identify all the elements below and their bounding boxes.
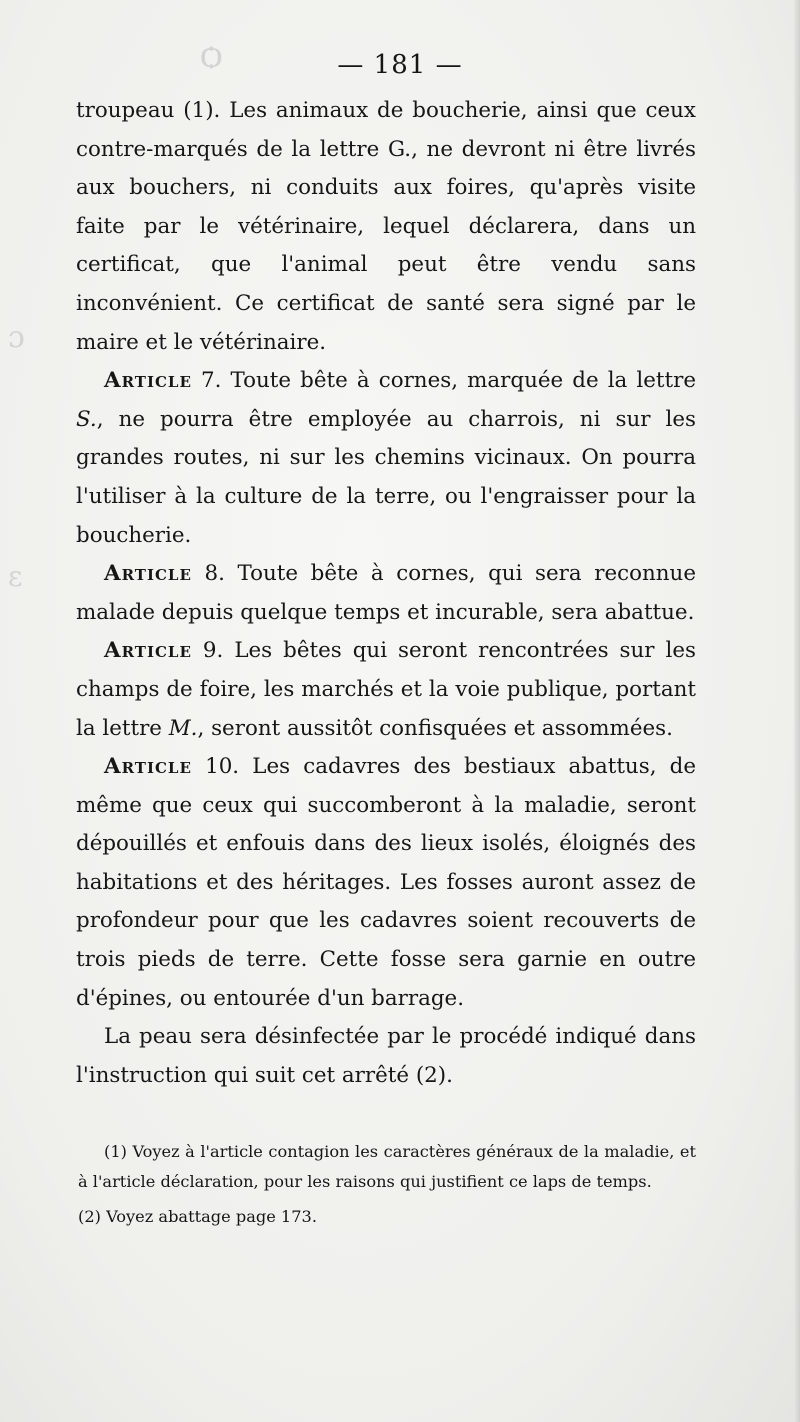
- article-text: Les cadavres des bestiaux abattus, de même que ceux qui succomberont à la maladie, seront dépouillés et enfouis dans des lieux isolés, éloignés des habitations et des héritages. Les fosses auront assez de profondeur pour que les cadavres soient recouverts de trois pieds de terre. Cette fosse sera garnie en outre d'épines, ou entourée d'un barrage.: [76, 754, 696, 1011]
- article-heading: Article: [104, 561, 192, 587]
- page-edge-shadow: [794, 0, 800, 1422]
- article-9: [76, 632, 696, 748]
- article-number: 7.: [201, 368, 222, 394]
- article-text: , ne pourra être employée au charrois, ni sur les grandes routes, ni sur les chemins vicinaux. On pourra l'utiliser à la culture de la terre, ou l'engraisser pour la boucherie.: [76, 406, 696, 548]
- mark-letter: M.: [168, 715, 198, 741]
- article-7: [76, 362, 696, 555]
- article-heading: Article: [104, 754, 192, 780]
- article-10: [76, 748, 696, 1018]
- show-through-bleed: ѻ: [200, 31, 223, 77]
- page-number: — 181 —: [337, 50, 463, 80]
- footnote-1: (1) Voyez à l'article contagion les caractères généraux de la maladie, et à l'article déclaration, pour les raisons qui justifient ce laps de temps.: [78, 1142, 696, 1191]
- article-8: [76, 555, 696, 632]
- footnote-2: (2) Voyez abattage page 173.: [78, 1207, 317, 1226]
- article-number: 9.: [202, 638, 224, 664]
- article-text: , seront aussitôt confisquées et assommées.: [197, 715, 673, 741]
- article-heading: Article: [104, 368, 192, 394]
- main-text: [76, 92, 696, 1095]
- paragraph: troupeau (1). Les animaux de boucherie, ainsi que ceux contre-marqués de la lettre G., ne devront ni être livrés aux bouchers, ni conduits aux foires, qu'après visite faite par le vétérinaire, lequel déclarera, dans un certificat, que l'animal peut être vendu sans inconvénient. Ce certificat de santé sera signé par le maire et le vétérinaire.: [76, 98, 696, 355]
- paragraph: La peau sera désinfectée par le procédé indiqué dans l'instruction qui suit cet arrêté (2).: [76, 1024, 696, 1088]
- show-through-bleed: ε: [8, 560, 23, 593]
- mark-letter: S.: [76, 406, 97, 432]
- article-number: 10.: [205, 754, 240, 780]
- show-through-bleed: ɔ: [8, 320, 25, 355]
- article-heading: Article: [104, 638, 192, 664]
- article-text: Les bêtes qui seront rencontrées sur les champs de foire, les marchés et la voie publique, portant la lettre: [76, 638, 696, 741]
- article-number: 8.: [204, 561, 225, 587]
- footnotes: [78, 1137, 696, 1232]
- article-text: Toute bête à cornes, qui sera reconnue malade depuis quelque temps et incurable, sera abattue.: [76, 561, 696, 625]
- article-text: Toute bête à cornes, marquée de la lettre: [221, 368, 696, 394]
